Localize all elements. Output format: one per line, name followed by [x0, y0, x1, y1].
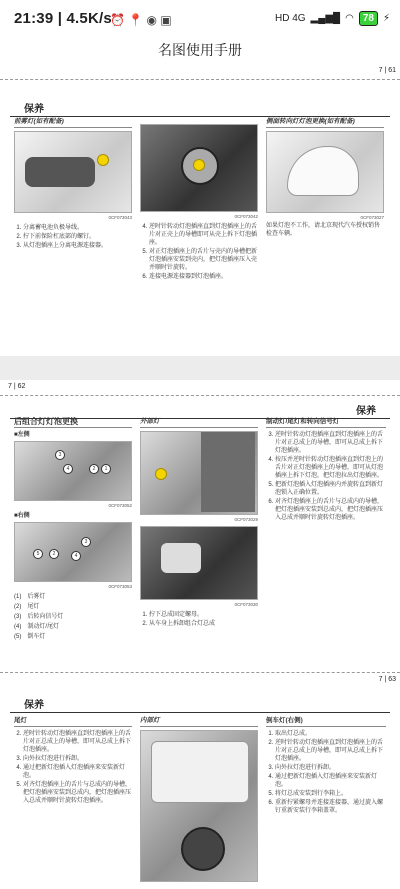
column-brake-tail: 制动灯/尾灯和转向信号灯 3. 逆时针转动灯泡插座直到灯泡插座上的舌片对正总成上的导槽，即可从总成上拆下灯泡插座。 4. 按压并逆时针转动灯泡插座直到灯泡上的舌片对正灯泡插座上的导槽，即可从灯泡插座上拆下灯泡，把灯泡拉出灯泡插座。 5. 把新灯泡插入灯泡插座内并旋转直到新灯泡锁入正确位置。 6. 对齐灯泡插座上的舌片与总成内的导槽，把灯泡插座安装到总成内，把灯泡插座压入总成并顺时针旋转灯泡插座。: [266, 418, 386, 523]
column-fog-bulb: 0CF073042 4. 逆时针转动灯泡插座直到灯泡插座上的舌片对正壳上的导槽即可从壳上拆下灯泡插座。 5. 对正灯泡插座上的舌片与壳内的导槽把新灯泡插座安装到壳内，把灯泡插座压入壳并顺时针旋转。 6. 连接电源连接器到灯泡插座。: [140, 124, 258, 282]
section-heading: 制动灯/尾灯和转向信号灯: [266, 418, 386, 428]
status-bar: [0, 0, 400, 38]
front-fog-image: [14, 131, 132, 213]
manual-page-61[interactable]: [0, 64, 400, 356]
status-right: [275, 11, 390, 26]
section-heading: 外部灯: [140, 418, 258, 428]
manual-page-62[interactable]: [0, 380, 400, 672]
side-mirror-image: [266, 131, 384, 213]
notification-icons: ⏰ 📍 ◉ ▣: [110, 13, 172, 27]
section-heading: 内部灯: [140, 717, 258, 727]
column-reverse-lamp: 倒车灯(右侧) 1. 取出灯总成。 2. 逆时针转动灯泡插座直到灯泡插座上的舌片对正总成上的导槽，即可从总成上拆下灯泡插座。 3. 向外拉灯泡进行拆卸。 4. 通过把新灯泡插入灯泡插座来安装新灯泡。 5. 将灯总成安装到行李箱上。 6. 重新拧紧螺母并连接连接器，通过旋入螺钉重新安装行李箱盖罩。: [266, 717, 386, 816]
lamp-assembly-image: [140, 526, 258, 600]
rear-lamp-left-image: 3 4 2 1: [14, 441, 132, 501]
page-number: 7 | 62: [8, 383, 26, 390]
section-title: 保养: [10, 694, 390, 713]
page-number: 7 | 63: [378, 676, 396, 683]
fog-bulb-socket-image: [140, 124, 258, 212]
battery-indicator: 78: [359, 11, 378, 26]
bulb-legend: (1) 后雾灯 (2) 尾灯 (3) 后转向信号灯 (4) 制动灯/尾灯 (5) 倒车灯: [14, 594, 64, 640]
section-heading: 倒车灯(右侧): [266, 717, 386, 727]
section-title: 保养: [10, 400, 390, 419]
trunk-lamp-image: [140, 730, 258, 882]
section-heading: 后组合灯灯泡更换: [14, 418, 132, 428]
column-exterior-lamp: 外部灯 0CF073029 0CF073030 1. 拧下总成固定螺母。 2. 从车身上拆卸组合灯总成: [140, 418, 258, 629]
column-tail-lamp: 尾灯 2. 逆时针转动灯泡插座直到灯泡插座上的舌片对正总成上的导槽，即可从总成上拆下灯泡插座。 3. 向外拉灯泡进行拆卸。 4. 通过把新灯泡插入灯泡插座来安装新灯泡。 5. 对齐灯泡插座上的舌片与总成内的导槽，把灯泡插座安装到总成内，把灯泡插座压入总成并顺时针旋转灯泡插座。: [14, 717, 132, 806]
section-heading: 侧面转向灯灯泡更换(如有配备): [266, 118, 384, 128]
section-heading: 前雾灯(如有配备): [14, 118, 132, 128]
manual-page-63[interactable]: [0, 672, 400, 889]
signal-icon: ▂▄▆█: [310, 13, 341, 24]
section-heading: 尾灯: [14, 717, 132, 727]
network-indicator: HD 4G: [274, 13, 306, 24]
column-front-fog: 前雾灯(如有配备) 0CF073043 1. 分离蓄电池负极导线。 2. 拧下前保险杠底部的螺钉。 3. 从灯泡插座上分离电源连接器。: [14, 118, 132, 251]
column-rear-combo: 后组合灯灯泡更换 ■左侧 3 4 2 1 0CF073052 ■右侧 5 2 4 3 0CF073053 (1) 后雾灯 (2) 尾灯 (3) 后转向信号灯 (4) 制动灯/尾灯 (5) 倒车灯: [14, 417, 132, 640]
column-side-turn: 侧面转向灯灯泡更换(如有配备) 0CF073027 如果灯泡不工作，请北京现代汽车授权销售检查车辆。: [266, 118, 384, 237]
app-header: [0, 38, 400, 64]
page-number: 7 | 61: [378, 67, 396, 74]
column-interior-lamp: [140, 717, 258, 882]
exterior-lamp-image: [140, 431, 258, 515]
rear-lamp-right-image: 5 2 4 3: [14, 522, 132, 582]
charging-icon: ⚡: [382, 13, 390, 24]
document-title: 名图使用手册: [158, 42, 242, 58]
wifi-icon: ◠: [345, 13, 354, 24]
clock: 21:39 | 4.5K/s: [14, 10, 112, 27]
section-title: 保养: [10, 98, 390, 117]
